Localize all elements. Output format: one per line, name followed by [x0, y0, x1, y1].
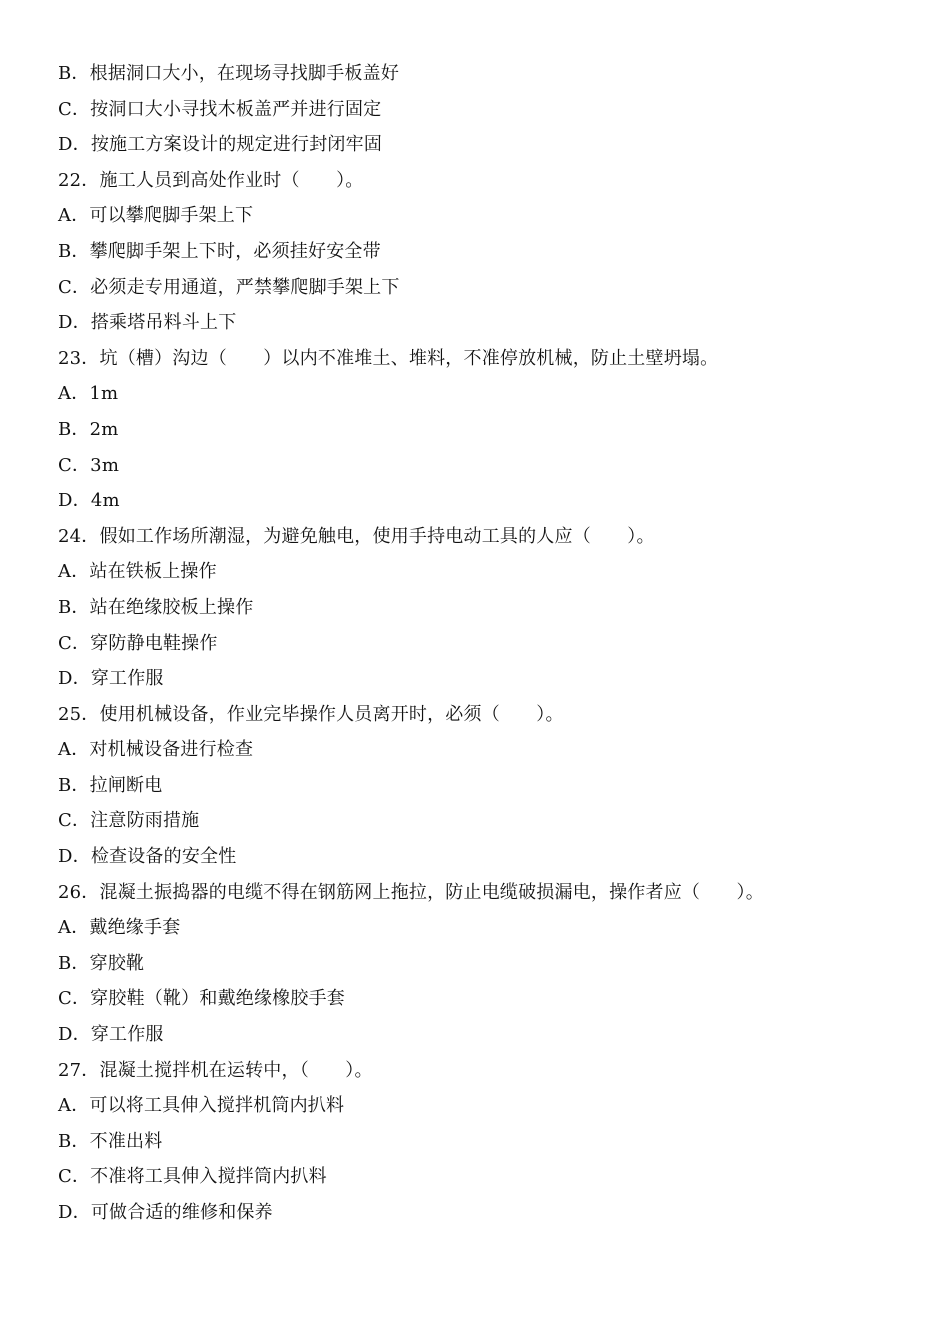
question-22: 22．施工人员到高处作业时（ ）。: [58, 169, 364, 191]
option-b-text: B．站在绝缘胶板上操作: [58, 596, 254, 618]
option-c-text: C．穿胶鞋（靴）和戴绝缘橡胶手套: [58, 988, 345, 1010]
question-25: 25．使用机械设备，作业完毕操作人员离开时，必须（ ）。: [58, 703, 564, 725]
option-c-text: C．不准将工具伸入搅拌筒内扒料: [58, 1166, 327, 1188]
option-c-text: C．3m: [58, 454, 120, 476]
option-a-text: A．站在铁板上操作: [58, 561, 217, 583]
option-d-text: D．按施工方案设计的规定进行封闭牢固: [58, 134, 383, 156]
option-a-text: A．可以将工具伸入搅拌机筒内扒料: [58, 1095, 345, 1117]
option-d-text: D．穿工作服: [58, 1024, 164, 1046]
option-b-text: B．攀爬脚手架上下时，必须挂好安全带: [58, 240, 381, 262]
question-24: 24．假如工作场所潮湿，为避免触电，使用手持电动工具的人应（ ）。: [58, 525, 655, 547]
option-c-text: C．注意防雨措施: [58, 810, 200, 832]
option-d-text: D．穿工作服: [58, 668, 164, 690]
question-26: 26．混凝土振捣器的电缆不得在钢筋网上拖拉，防止电缆破损漏电，操作者应（ ）。: [58, 881, 764, 903]
option-c-text: C．必须走专用通道，严禁攀爬脚手架上下: [58, 276, 400, 298]
option-d-text: D．4m: [58, 490, 120, 512]
question-27: 27．混凝土搅拌机在运转中，（ ）。: [58, 1059, 373, 1081]
option-d-text: D．搭乘塔吊料斗上下: [58, 312, 237, 334]
option-c-text: C．按洞口大小寻找木板盖严并进行固定: [58, 98, 382, 120]
option-a-text: A．戴绝缘手套: [58, 917, 181, 939]
option-b-text: B．不准出料: [58, 1130, 163, 1152]
document-page: [58, 56, 918, 1231]
option-b-text: B．穿胶靴: [58, 952, 145, 974]
question-23: 23．坑（槽）沟边（ ）以内不准堆土、堆料，不准停放机械，防止土壁坍塌。: [58, 347, 719, 369]
option-d-text: D．可做合适的维修和保养: [58, 1202, 273, 1223]
option-b-text: B．2m: [58, 418, 119, 440]
option-b-text: B．拉闸断电: [58, 774, 163, 796]
option-b-text: B．根据洞口大小，在现场寻找脚手板盖好: [58, 63, 400, 84]
option-c-text: C．穿防静电鞋操作: [58, 632, 218, 654]
option-a-text: A．对机械设备进行检查: [58, 739, 254, 761]
option-d-text: D．检查设备的安全性: [58, 846, 237, 868]
option-a-text: A．可以攀爬脚手架上下: [58, 205, 254, 227]
option-a-text: A．1m: [58, 383, 119, 405]
